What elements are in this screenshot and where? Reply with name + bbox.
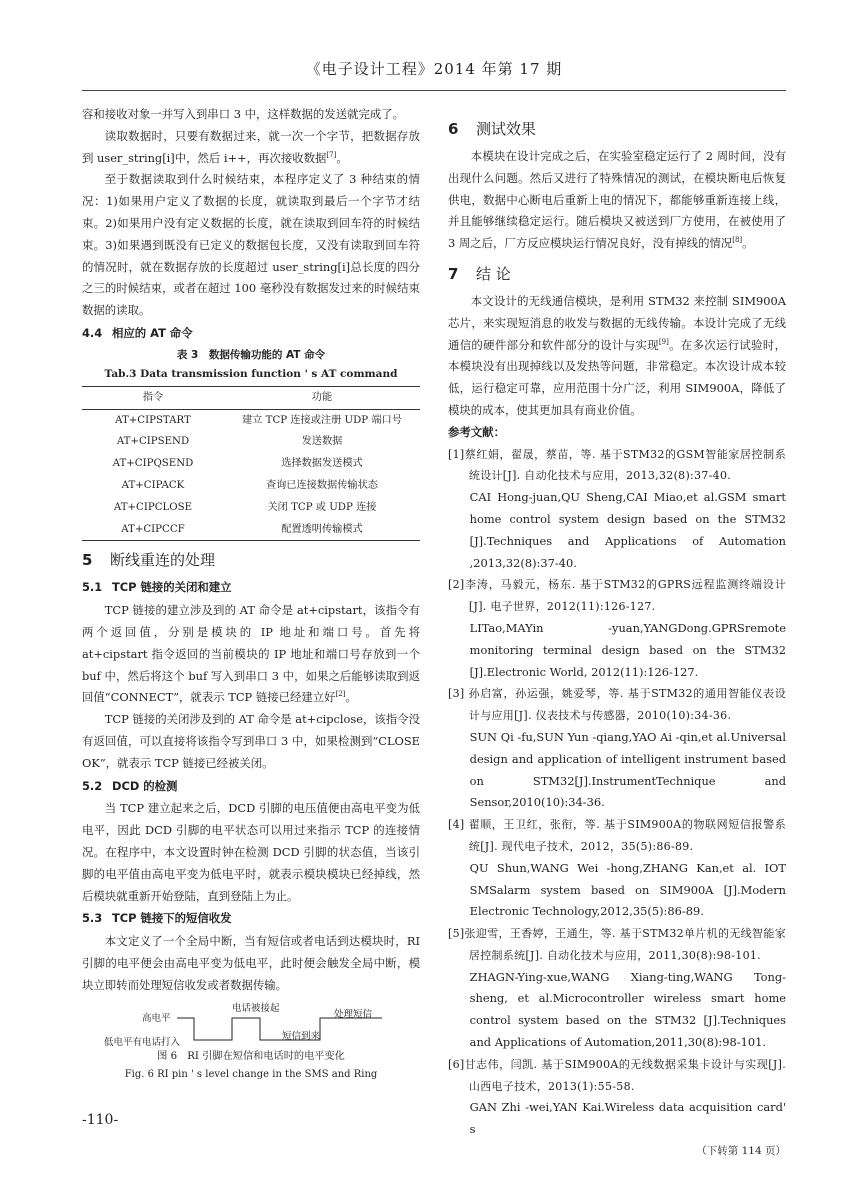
reference-list	[448, 444, 786, 1142]
table-cell: 查询已连接数据传输状态	[265, 479, 378, 491]
table-cell: AT+CIPQSEND	[112, 458, 194, 470]
figure-caption-cn: 图 6 RI 引脚在短信和电话时的电平变化	[157, 1051, 345, 1063]
label-process-sms: 处理短信	[334, 1009, 373, 1021]
section-heading-5-1: 5.1 TCP 链接的关闭和建立	[82, 580, 232, 595]
column-header: 功能	[311, 391, 333, 403]
paragraph: 容和接收对象一并写入到串口 3 中，这样数据的发送就完成了。	[82, 107, 405, 121]
references-heading: 参考文献：	[448, 424, 505, 439]
reference-cn: [2]李涛，马毅元，杨东. 基于STM32的GPRS远程监测终端设计[J]. 电子世界，2012(11):126-127.	[448, 578, 786, 614]
table-header-row	[82, 386, 420, 409]
reference-en: QU Shun,WANG Wei -hong,ZHANG Kan,et al. IOT SMSalarm system based on SIM900A [J].Modern Electronic Technology,2012,35(5):86-89.	[469, 860, 786, 919]
table-cell: 选择数据发送模式	[281, 458, 363, 470]
column-header: 指令	[142, 391, 164, 403]
reference-en: CAI Hong-juan,QU Sheng,CAI Miao,et al.GSM smart home control system design based on the STM32 [J].Techniques and Applications of Automation ,2013,32(8):37-40.	[469, 490, 786, 570]
section-heading-5-2: 5.2 DCD 的检测	[82, 778, 178, 793]
citation: [2]	[335, 690, 346, 699]
paragraph: 本文定义了一个全局中断，当有短信或者电话到达模块时，RI 引脚的电平便会由高电平变为低电平，此时便会触发全局中断，模块立即转而处理短信收发或者数据传输。	[82, 934, 420, 992]
reference-cn: [4] 翟顺，王卫红，张衔，等. 基于SIM900A的物联网短信报警系统[J]. 现代电子技术，2012，35(5):86-89.	[448, 818, 786, 853]
paragraph: 当 TCP 建立起来之后，DCD 引脚的电压值便由高电平变为低电平，因此 DCD 引脚的电平状态可以用过来指示 TCP 的连接情况。在程序中，本文设置时钟在检测 DCD 引脚的状态值，当该引脚的电平值由高电平变为低电平时，就表示模块模块已经掉线，然后模块就重新开始登陆，直到登陆上为止。	[82, 801, 420, 903]
table-cell: AT+CIPACK	[121, 479, 185, 491]
reference-cn: [1]蔡红娟，翟晟，蔡苗，等. 基于STM32的GSM智能家居控制系统设计[J]. 自动化技术与应用，2013,32(8):37-40.	[448, 447, 786, 483]
label-low-level-call: 低电平有电话打入	[104, 1037, 181, 1049]
section-heading-5: 5 断线重连的处理	[82, 551, 216, 570]
table-row	[82, 497, 420, 519]
section-heading-4-4: 4.4 相应的 AT 命令	[82, 325, 193, 340]
reference-en: GAN Zhi -wei,YAN Kai.Wireless data acquisition card' s	[469, 1100, 786, 1137]
table-cell: AT+CIPCLOSE	[113, 501, 193, 513]
table-cell: 关闭 TCP 或 UDP 连接	[267, 501, 377, 513]
label-sms-arrive: 短信到来	[282, 1031, 321, 1043]
reference-cn: [5]张迎雪，王香婷，王通生，等. 基于STM32单片机的无线智能家居控制系统[J]. 自动化技术与应用，2011,30(8):98-101.	[448, 927, 786, 962]
right-column	[448, 116, 786, 1163]
paragraph: TCP 链接的关闭涉及到的 AT 命令是 at+cipclose，该指令没有返回值，可以直接将该指令写到串口 3 中，如果检测到“CLOSE OK”，就表示 TCP 链接已经被关闭。	[82, 712, 420, 770]
citation: [8]	[732, 236, 743, 245]
table-title-cn: 表 3 数据传输功能的 AT 命令	[176, 348, 326, 361]
table-row	[82, 475, 420, 497]
table-row	[82, 453, 420, 475]
label-high-level: 高电平	[142, 1013, 171, 1025]
reference-en: ZHAGN-Ying-xue,WANG Xiang-ting,WANG Tong-sheng, et al.Microcontroller wireless smart home control system based on the STM32 [J].Techniques and Applications of Automation,2011,30(8):98-101.	[469, 969, 786, 1050]
reference-cn: [3] 孙启富，孙运强，姚爱琴，等. 基于STM32的通用智能仪表设计与应用[J]. 仪表技术与传感器，2010(10):34-36.	[448, 687, 786, 723]
journal-header: 《电子设计工程》2014 年第 17 期	[305, 60, 563, 78]
paragraph: 本模块在设计完成之后，在实验室稳定运行了 2 周时间，没有出现什么问题。然后又进行了特殊情况的测试，在模块断电后恢复供电，数据中心断电后重新上电的情况下，都能够重新连接上线，并且能够继续稳定运行。随后模块又被送到厂方使用，在被使用了 3 周之后，厂方反应模块运行情况良好，没有掉线的情况[8]。	[448, 149, 786, 251]
table-cell: AT+CIPSEND	[116, 436, 190, 448]
section-heading-6: 6 测试效果	[448, 120, 537, 138]
table-title-en: Tab.3 Data transmission function ' s AT command	[104, 367, 398, 380]
header-rule	[82, 90, 786, 91]
section-heading-7: 7 结 论	[448, 264, 511, 283]
table-row	[82, 409, 420, 431]
table-cell: 发送数据	[301, 436, 343, 448]
paragraph: 本文设计的无线通信模块，是利用 STM32 来控制 SIM900A 芯片，来实现短消息的收发与数据的无线传输。本设计完成了无线通信的硬件部分和软件部分的设计与实现[9]。在多次运行试验时，本模块没有出现掉线以及发热等问题，非常稳定。本次设计成本较低，运行稳定可靠，应用范围十分广泛，利用 SIM900A，降低了模块的成本，使其更加具有商业价值。	[448, 293, 786, 417]
paragraph: 至于数据读取到什么时候结束，本程序定义了 3 种结束的情况：1)如果用户定义了数据的长度，就读取到最后一个字节才结束。2)如果用户没有定义数据的长度，就在读取到回车符的时候结束。3)如果遇到既没有已定义的数据包长度，又没有读取到回车符的情况时，就在数据存放的长度超过 user_string[i]总长度的四分之三的时候结束，或者在超过 100 毫秒没有数据发过来的时候结束数据的读取。	[82, 172, 420, 318]
table-cell: AT+CIPCCF	[121, 523, 185, 535]
left-column	[82, 104, 420, 1086]
paragraph: TCP 链接的建立涉及到的 AT 命令是 at+cipstart，该指令有两个返回值，分别是模块的 IP 地址和端口号。首先将 at+cipstart 指令返回的当前模块的 IP 地址和端口号存放到一个 buf 中，然后将这个 buf 写入到串口 3 中，如果之后能够读取到返回值“CONNECT”，就表示 TCP 链接已经建立好[2]。	[82, 603, 420, 705]
reference-en: LITao,MAYin -yuan,YANGDong.GPRSremote monitoring terminal design based on the STM32 [J].Electronic World, 2012(11):126-127.	[469, 620, 786, 679]
at-command-table	[82, 386, 420, 542]
reference-cn: [6]甘志伟，闫凯. 基于SIM900A的无线数据采集卡设计与实现[J]. 山西电子技术，2013(1):55-58.	[448, 1057, 786, 1093]
label-call-answered: 电话被接起	[232, 1003, 280, 1015]
reference-en: SUN Qi -fu,SUN Yun -qiang,YAO Ai -qin,et al.Universal design and application of intelligent instrument based on STM32[J].InstrumentTechnique and Sensor,2010(10):34-36.	[469, 729, 786, 810]
table-cell: 建立 TCP 连接或注册 UDP 端口号	[242, 414, 402, 426]
continued-note: （下转第 114 页）	[696, 1145, 786, 1158]
figure-caption-en: Fig. 6 RI pin ' s level change in the SMS and Ring	[124, 1069, 378, 1081]
table-row	[82, 431, 420, 453]
citation: [7]	[326, 150, 337, 159]
section-heading-5-3: 5.3 TCP 链接下的短信收发	[82, 911, 232, 926]
citation: [9]	[658, 337, 669, 346]
page-number: -110-	[82, 1112, 119, 1128]
ri-level-figure	[82, 996, 420, 1086]
table-row	[82, 519, 420, 541]
table-cell: 配置透明传输模式	[281, 523, 363, 535]
table-cell: AT+CIPSTART	[115, 414, 191, 426]
paragraph: 读取数据时，只要有数据过来，就一次一个字节，把数据存放到 user_string[i]中，然后 i++，再次接收数据[7]。	[82, 128, 420, 165]
